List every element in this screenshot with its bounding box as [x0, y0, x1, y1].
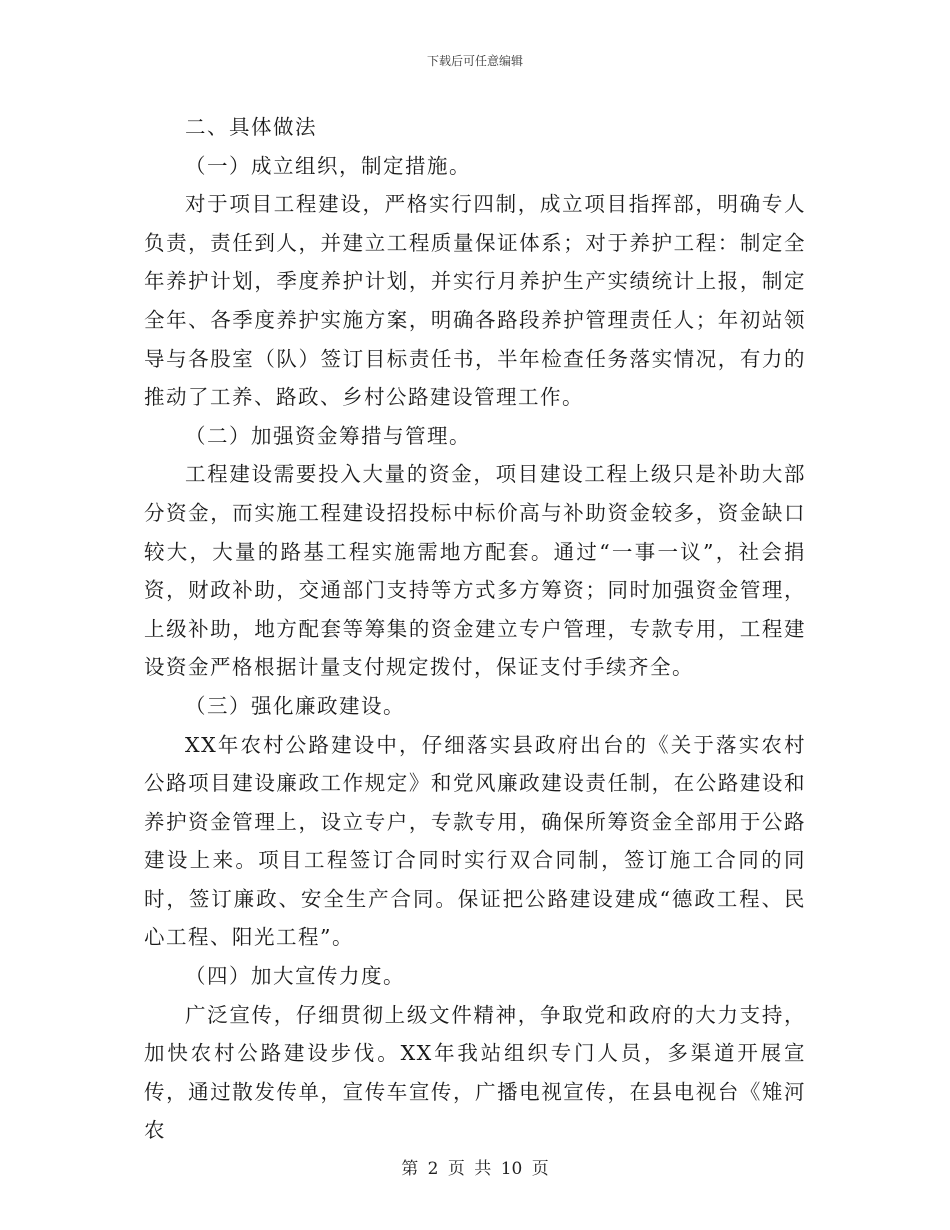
subsection-heading-2: （二）加强资金筹措与管理。 — [185, 423, 471, 448]
body-paragraph-4: 广泛宣传，仔细贯彻上级文件精神，争取党和政府的大力支持，加快农村公路建设步伐。XX年我站组织专门人员，多渠道开展宣传，通过散发传单，宣传车宣传，广播电视宣传，在县电视台《雉河农 — [144, 1002, 806, 1143]
section-heading: 二、具体做法 — [185, 115, 317, 139]
subsection-heading-1: （一）成立组织，制定措施。 — [185, 153, 471, 178]
body-paragraph-2: 工程建设需要投入大量的资金，项目建设工程上级只是补助大部分资金，而实施工程建设招投标中标价高与补助资金较多，资金缺口较大，大量的路基工程实施需地方配套。通过“一事一议”，社会捐资，财政补助，交通部门支持等方式多方筹资；同时加强资金管理，上级补助，地方配套等筹集的资金建立专户管理，专款专用，工程建设资金严格根据计量支付规定拨付，保证支付手续齐全。 — [144, 462, 806, 680]
page-header-note: 下载后可任意编辑 — [426, 54, 523, 68]
subsection-heading-3: （三）强化廉政建设。 — [185, 693, 405, 718]
document-body — [144, 108, 806, 1150]
body-paragraph-3: XX年农村公路建设中，仔细落实县政府出台的《关于落实农村公路项目建设廉政工作规定》和党风廉政建设责任制，在公路建设和养护资金管理上，设立专户，专款专用，确保所筹资金全部用于公路建设上来。项目工程签订合同时实行双合同制，签订施工合同的同时，签订廉政、安全生产合同。保证把公路建设建成“德政工程、民心工程、阳光工程”。 — [144, 732, 806, 950]
body-paragraph-1: 对于项目工程建设，严格实行四制，成立项目指挥部，明确专人负责，责任到人，并建立工程质量保证体系；对于养护工程：制定全年养护计划，季度养护计划，并实行月养护生产实绩统计上报，制定全年、各季度养护实施方案，明确各路段养护管理责任人；年初站领导与各股室（队）签订目标责任书，半年检查任务落实情况，有力的推动了工养、路政、乡村公路建设管理工作。 — [144, 192, 806, 410]
subsection-heading-4: （四）加大宣传力度。 — [185, 964, 405, 989]
page-number: 第 2 页 共 10 页 — [401, 1159, 549, 1179]
